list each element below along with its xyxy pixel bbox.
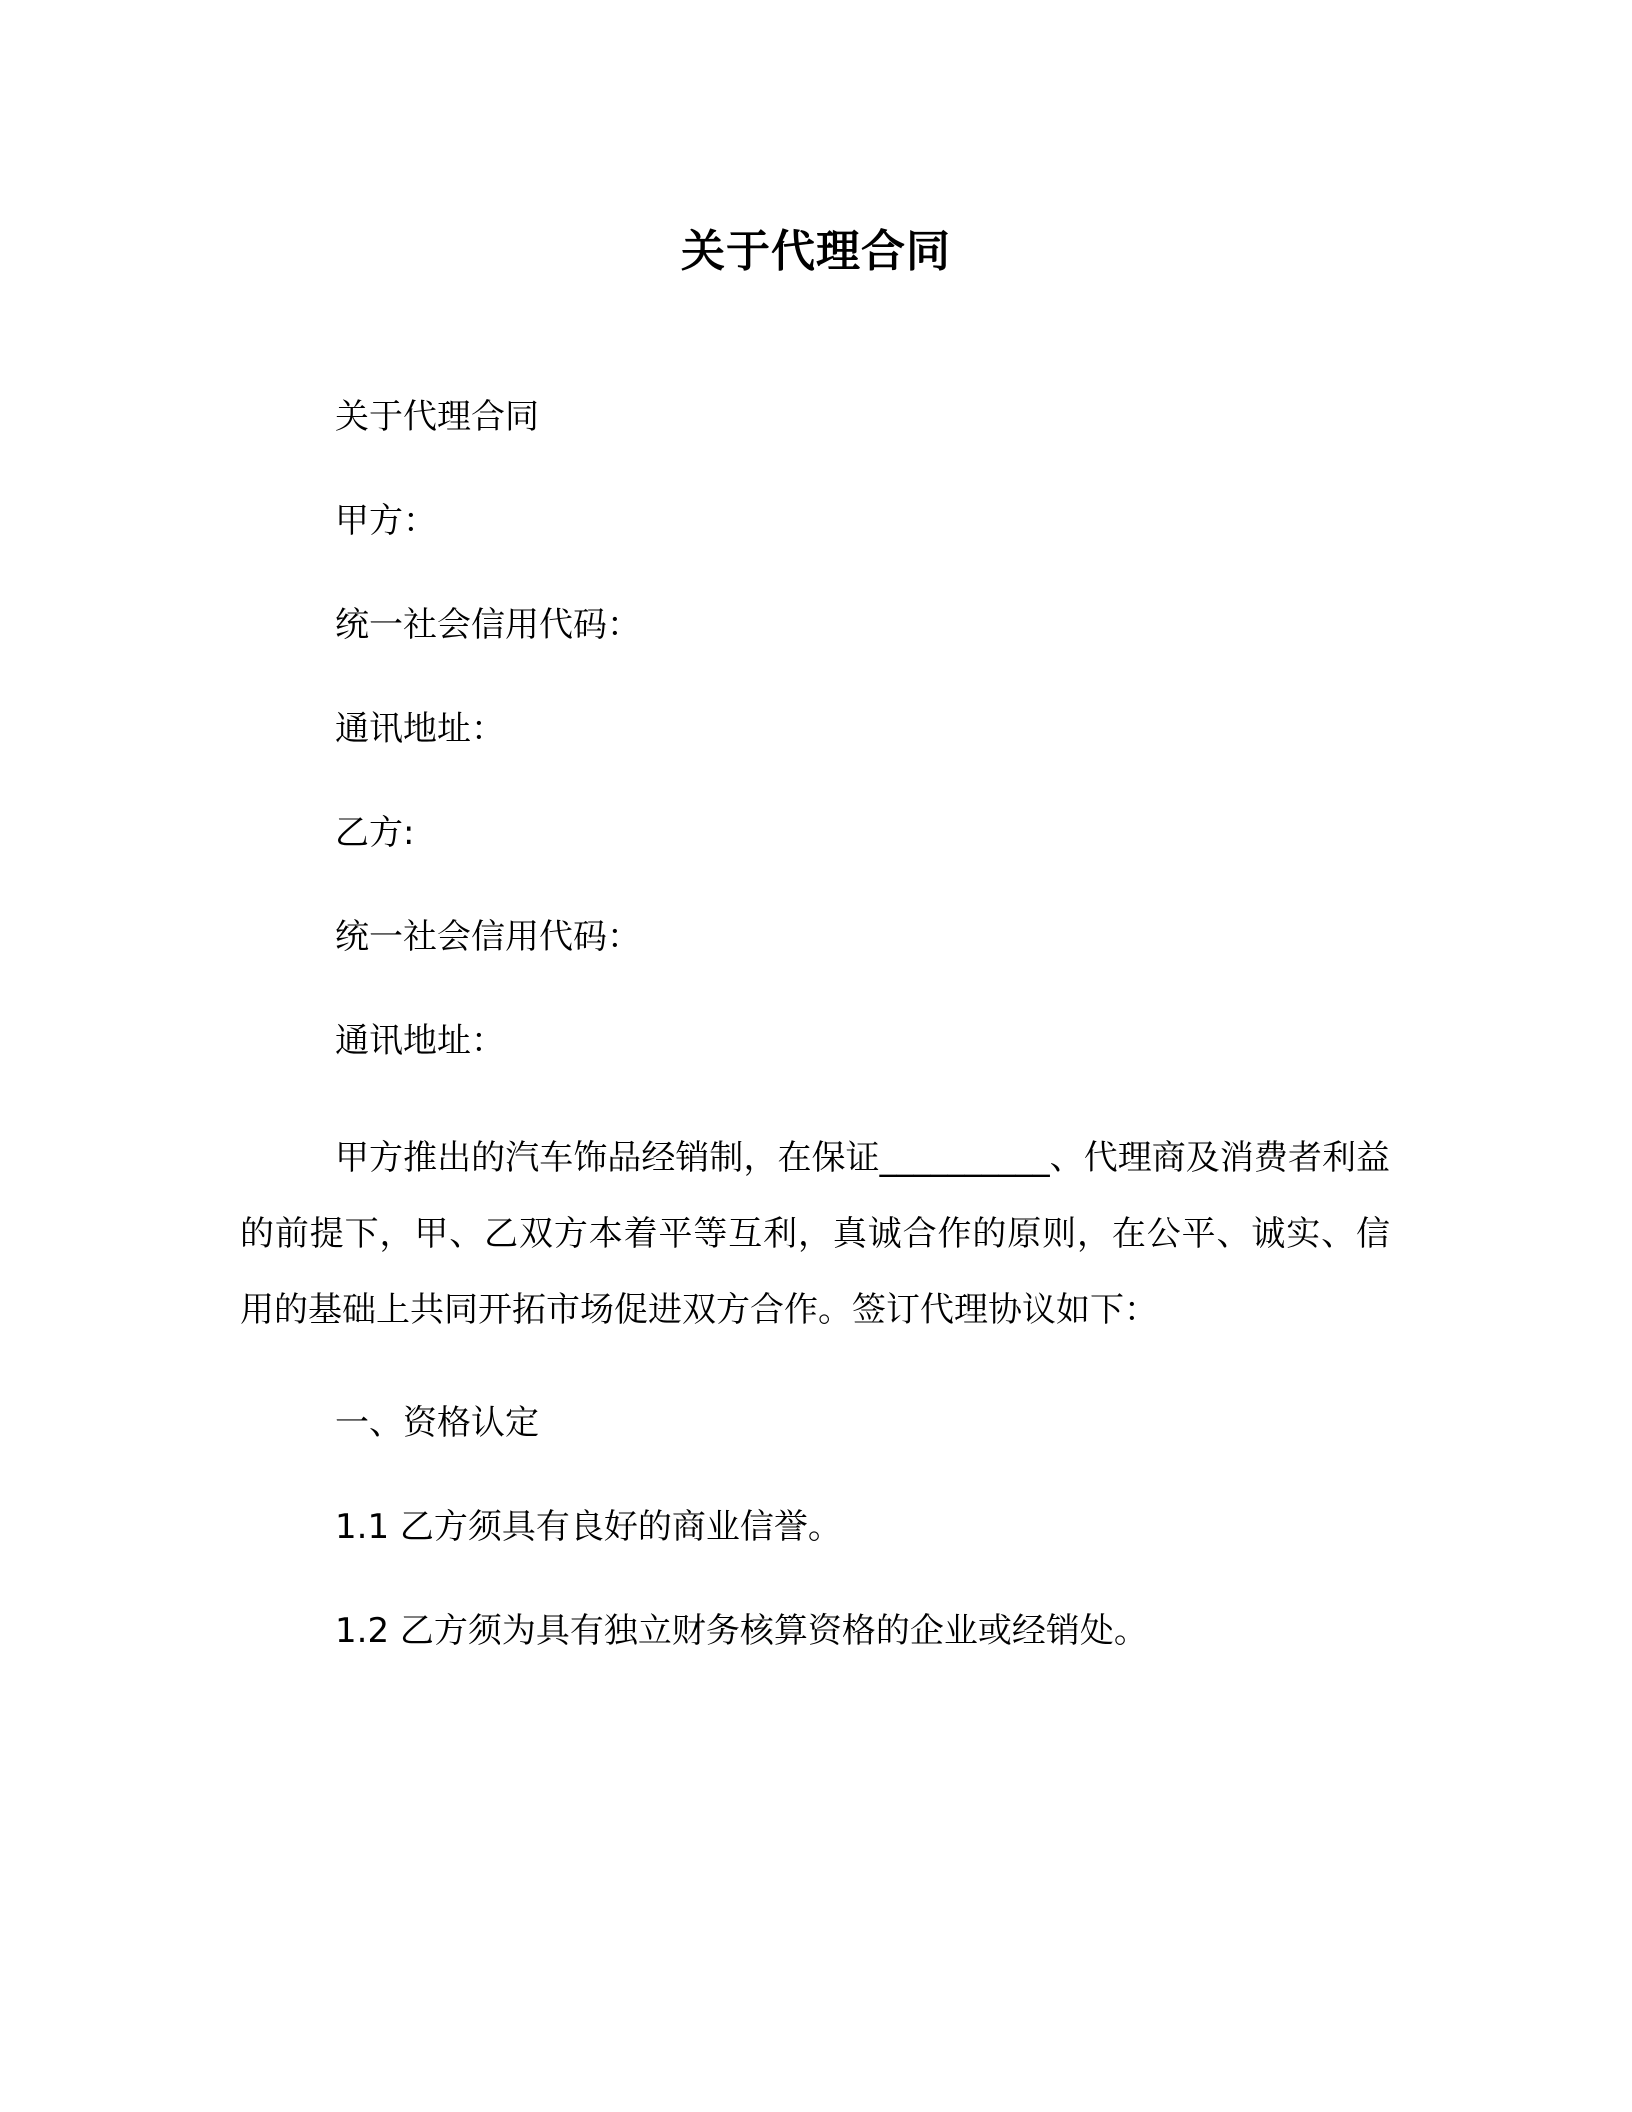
document-body [240,392,1390,1710]
party-b-label: 乙方: [335,813,415,853]
intro-paragraph: 甲方推出的汽车饰品经销制，在保证__________、代理商及消费者利益的前提下，甲、乙双方本着平等互利，真诚合作的原则，在公平、诚实、信用的基础上共同开拓市场促进双方合作。签订代理协议如下： [240,1138,1390,1330]
party-a-address-label: 通讯地址： [335,709,505,749]
party-a-label: 甲方： [335,501,437,541]
subtitle-line: 关于代理合同 [335,397,539,437]
clause-1-1: 1.1 乙方须具有良好的商业信誉。 [335,1507,842,1547]
party-b-credit-code-label: 统一社会信用代码： [335,917,641,957]
document-title: 关于代理合同 [681,226,951,277]
clause-1-2: 1.2 乙方须为具有独立财务核算资格的企业或经销处。 [335,1611,1148,1651]
party-b-address-label: 通讯地址： [335,1021,505,1061]
party-a-credit-code-label: 统一社会信用代码： [335,605,641,645]
section-heading: 一、资格认定 [335,1403,539,1443]
